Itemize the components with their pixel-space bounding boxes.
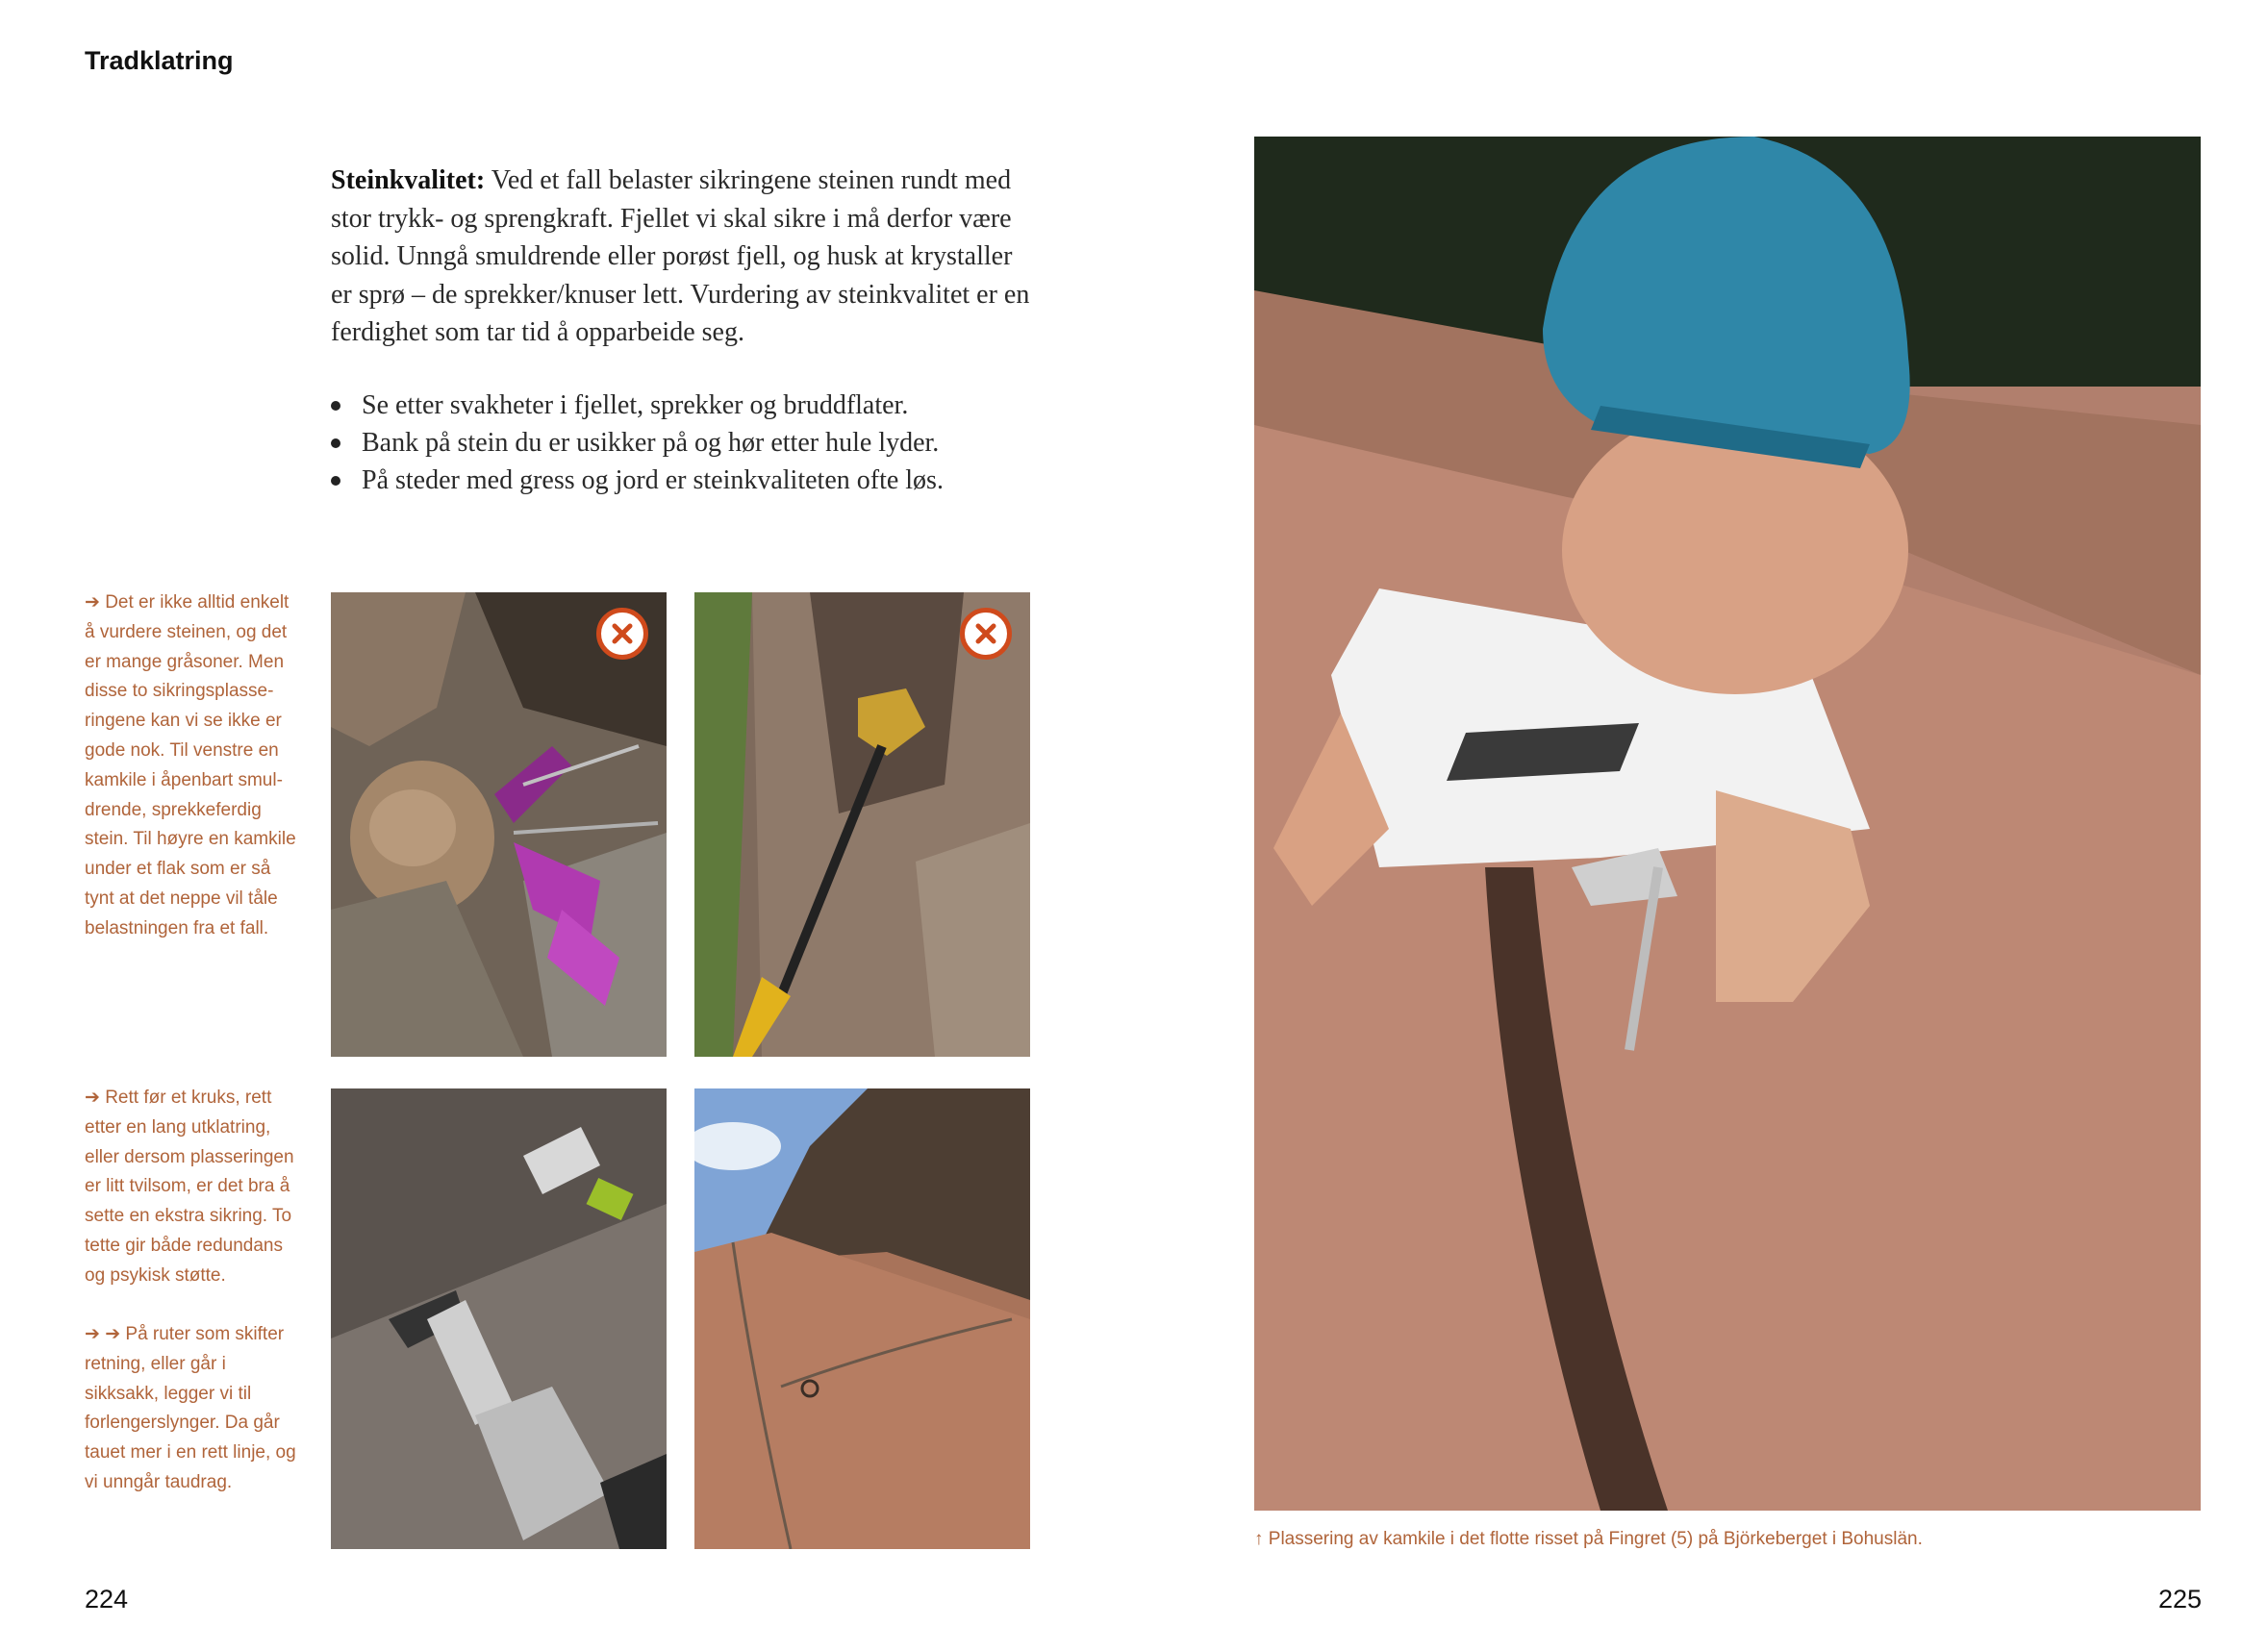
photo-cam-crumbling-rock [331, 592, 667, 1057]
photo-rope-slab [694, 1088, 1030, 1549]
bullet-text: Se etter svakheter i fjellet, sprekker og bruddflater. [362, 390, 909, 420]
photo-climber-placing-cam [1254, 137, 2201, 1511]
photo-double-cams [331, 1088, 667, 1549]
page-number-left: 224 [85, 1585, 129, 1613]
bullet-item [331, 424, 1043, 462]
bullet-list [331, 387, 1043, 499]
bullet-dot [331, 401, 340, 411]
bullet-item [331, 462, 1043, 499]
bullet-dot [331, 476, 340, 486]
bullet-text: På steder med gress og jord er steinkvaliteten ofte løs. [362, 465, 944, 495]
sidenote-rock-quality: ➔ Det er ikke alltid enkelt å vurdere steinen, og det er mange gråsoner. Men disse to sikringsplasse-ringene kan vi se ikke er gode nok. Til venstre en kamkile i åpenbart smul-drende, sprekkeferdig stein. Til høyre en kamkile under et flak som er så tynt at det neppe vil tåle belastningen fra et fall. [85, 592, 296, 938]
intro-lead: Steinkvalitet: [331, 165, 486, 195]
photo-cam-under-flake [694, 592, 1030, 1057]
warning-x-icon [596, 608, 648, 660]
warning-x-icon [960, 608, 1012, 660]
intro-paragraph [331, 162, 1033, 352]
bullet-item [331, 387, 1043, 424]
intro-body: Ved et fall belaster sikringene steinen rundt med stor trykk- og sprengkraft. Fjellet vi skal sikre i må derfor være solid. Unngå smuldrende eller porøst fjell, og husk at krystaller er sprø – de sprekker/knuser lett. Vurdering av steinkvalitet er en ferdighet som tar tid å opparbeide seg. [331, 165, 1030, 347]
sidenote-extenders: ➔ ➔ På ruter som skifter retning, eller går i sikksakk, legger vi til forlengerslynger. Da går tauet mer i en rett linje, og vi unngår taudrag. [85, 1324, 296, 1492]
running-head: Tradklatring [85, 46, 234, 75]
photo-caption: ↑ Plassering av kamkile i det flotte risset på Fingret (5) på Björkeberget i Bohuslän. [1254, 1529, 1923, 1549]
page-number-right: 225 [2157, 1585, 2202, 1613]
bullet-text: Bank på stein du er usikker på og hør etter hule lyder. [362, 428, 940, 458]
bullet-dot [331, 438, 340, 448]
sidenote-extra-protection: ➔ Rett før et kruks, rett etter en lang utklatring, eller dersom plasseringen er litt tvilsom, er det bra å sette en ekstra sikring. To tette gir både redundans og psykisk støtte. [85, 1088, 294, 1286]
